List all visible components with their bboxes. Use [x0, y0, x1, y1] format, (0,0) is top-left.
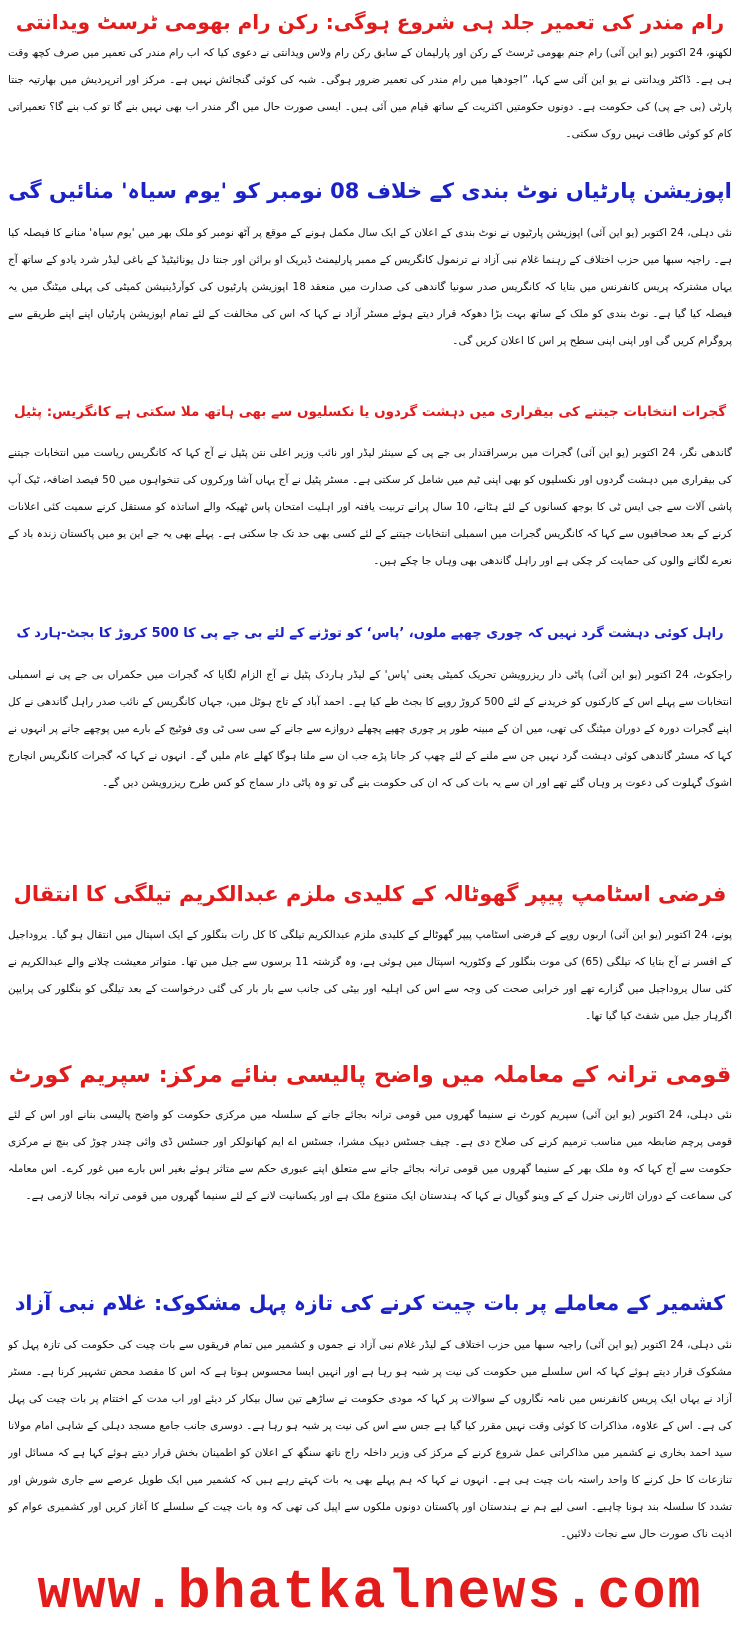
- article-headline: قومی ترانہ کے معاملہ میں واضح پالیسی بنائے مرکز: سپریم کورٹ: [8, 1062, 732, 1088]
- article-opposition-black-day: [8, 162, 732, 368]
- article-body: نئی دہلی، 24 اکتوبر (یو این آئی) سپریم کورٹ نے سنیما گھروں میں قومی ترانہ بجائے جانے کے سلسلہ میں مرکزی حکومت کو واضح پالیسی بنانے اور اس کے لئے قومی پرچم ضابطہ میں مناسب ترمیم کرنے کی صلاح دی ہے۔ چیف جسٹس دیپک مشرا، جسٹس اے ایم کھانولکر اور جسٹس ڈی وائی چندر چوڑ کی بنچ نے مرکزی حکومت سے آج کہا کہ وہ ملک بھر کے سنیما گھروں میں قومی ترانہ بجائے جانے سے متعلق اپنے عبوری حکم سے متاثر ہوئے بغیر اس بارے میں غور کرے۔ اس معاملہ کی سماعت کے دوران اٹارنی جنرل کے کے وینو گوپال نے کہا کہ ہندستان ایک متنوع ملک ہے اور یکسانیت لانے کے لئے سنیما گھروں میں قومی ترانہ بجانا لازمی ہے۔: [8, 1109, 732, 1202]
- article-gujarat-patel: [8, 384, 732, 598]
- article-telgi-death: [8, 866, 732, 1026]
- article-national-anthem: [8, 1048, 732, 1242]
- article-body: گاندھی نگر، 24 اکتوبر (یو این آئی) گجرات میں برسراقتدار بی جے پی کے سینئر لیڈر اور نائب وزیر اعلی نتن پٹیل نے آج کہا کہ کانگریس ریاست میں انتخابات جیتنے کی بیقراری میں دہشت گردوں اور نکسلیوں کو بھی اپنی ٹیم میں شامل کر سکتی ہے۔ مسٹر پٹیل نے آج یہاں آشا ورکروں کی تنخواہوں میں 50 فیصد اضافہ، ٹیک آپ پاشی آلات سے جی ایس ٹی کا بوجھ کسانوں کے لئے ہٹانے، 10 سال پرانے تربیت یافتہ اور اہلیت امتحان پاس ٹھیکہ والے اساتذہ کو مستقل کرنے سمیت کئی اعلانات کرنے کے بعد صحافیوں سے کہا کہ کانگریس گجرات میں اسمبلی انتخابات جیتنے کے لئے کسی بھی حد تک جا سکتی ہے۔ پہلے بھی یہ جے این یو میں پاکستان زندہ باد کے نعرے لگانے والوں کی حمایت کر چکی ہے اور راہل گاندھی بھی وہاں جا چکے ہیں۔: [8, 447, 732, 567]
- article-headline: اپوزیشن پارٹیاں نوٹ بندی کے خلاف 08 نومبر کو 'یوم سیاہ' منائیں گی: [8, 179, 732, 203]
- article-body: راجکوٹ، 24 اکتوبر (یو این آئی) پاٹی دار ریزرویشن تحریک کمیٹی یعنی 'پاس' کے لیڈر ہاردک پٹیل نے آج الزام لگایا کہ گجرات میں حکمراں بی جے پی نے اسمبلی انتخابات سے پہلے اس کے کارکنوں کو خریدنے کے لئے 500 کروڑ روپے کا بجٹ طے کیا ہے۔ احمد آباد کے تاج ہوٹل میں، جہاں کانگریس کے نائب صدر راہل گاندھی نے کل اپنے گجرات دورہ کے دوران میٹنگ کی تھی، میں ان کے مبینہ طور پر چوری چھپے پچھلے دروازے سے جانے کے سی سی ٹی وی فوٹیج کے بارے میں پوچھے جانے پر انہوں نے کہا کہ مسٹر گاندھی کوئی دہشت گرد نہیں جن سے ملنے کے لئے چھپ کر جانا پڑے جب ان سے ملنا ہوگا کھلے عام ملیں گے۔ انہوں نے کہا کہ گجرات کانگریس انچارج اشوک گہلوت کی دعوت پر وہاں گئے تھے اور ان سے یہ بات کی کہ ان کی حکومت بنے گی تو وہ پاٹی دار سماج کو کس طرح ریزرویشن دیں گے۔: [8, 669, 732, 789]
- article-body: نئی دہلی، 24 اکتوبر (یو این آئی) راجیہ سبھا میں حزب اختلاف کے لیڈر غلام نبی آزاد نے جموں و کشمیر میں تمام فریقوں سے بات چیت کی حکومت کی تازہ پہل کو مشکوک قرار دیتے ہوئے کہا کہ اس سلسلے میں حکومت کی نیت پر شبہ ہو رہا ہے اور انہیں ایسا محسوس ہوتا ہے کہ اس کا مقصد محض تشہیر کرنا ہے۔ مسٹر آزاد نے یہاں ایک پریس کانفرنس میں نامہ نگاروں کے سوالات پر کہا کہ مودی حکومت نے ساڑھے تین سال بیکار کر دیئے اور اب مدت کے اختتام پر بات چیت کی پہل کی ہے۔ اس کے علاوہ، مذاکرات کا کوئی وقت نہیں مقرر کیا گیا ہے جس سے اس کی نیت پر شبہ ہو رہا ہے۔ دوسری جانب جامع مسجد دہلی کے شاہی امام مولانا سید احمد بخاری نے کشمیر میں مذاکراتی عمل شروع کرنے کے مرکز کی وزیر داخلہ راج ناتھ سنگھ کے اعلان کو اطمینان بخش قرار دیتے ہوئے کہا ہے کہ مسائل اور تنازعات کا حل کرنے کا واحد راستہ بات چیت ہی ہے۔ انہوں نے کہا کہ ہم پہلے بھی یہ بات کہتے رہے ہیں کہ کشمیر میں ایک طویل عرصے سے جاری شورش اور تشدد کا سلسلہ بند ہونا چاہیے۔ اسی لیے ہم نے ہندستان اور پاکستان دونوں ملکوں سے اپیل کی تھی کہ وہ بات چیت کے سلسلے کا آغاز کریں اور کشمیری عوام کو اذیت ناک صورت حال سے نجات دلائیں۔: [8, 1339, 732, 1540]
- article-headline: کشمیر کے معاملے پر بات چیت کرنے کی تازہ پہل مشکوک: غلام نبی آزاد: [14, 1291, 726, 1315]
- article-hardik-rahul: [8, 606, 732, 798]
- article-body: لکھنو، 24 اکتوبر (یو این آئی) رام جنم بھومی ٹرسٹ کے رکن اور پارلیمان کے سابق رکن رام ولاس ویدانتی نے دعوی کیا کہ اب رام مندر کی تعمیر میں صرف کچھ وقت ہی ہے۔ ڈاکٹر ویدانتی نے یو این آئی سے کہا، ”اجودھیا میں رام مندر کی تعمیر ضرور ہوگی۔ شبہ کی کوئی گنجائش نہیں ہے۔ مرکز اور اترپردیش میں بھارتیہ جنتا پارٹی (بی جے پی) کی حکومت ہے۔ دونوں حکومتیں اکثریت کے ساتھ قیام میں آئی ہیں۔ ایسی صورت حال میں اگر مندر اب بھی نہیں بنے گا تو کب بنے گا؟ تعمیراتی کام کو کوئی طاقت نہیں روک سکتی۔: [8, 47, 732, 140]
- article-ram-mandir: [8, 4, 732, 148]
- article-body: پونے، 24 اکتوبر (یو این آئی) اربوں روپے کے فرضی اسٹامپ پیپر گھوٹالے کے کلیدی ملزم عبدالکریم تیلگی کا کل رات بنگلور کے ایک اسپتال میں انتقال ہو گیا۔ یروداجیل کے افسر نے آج بتایا کہ تیلگی (65) کی موت بنگلور کے وکٹوریہ اسپتال میں ہوئی ہے، وہ گزشتہ 11 برسوں سے جیل میں تھا۔ متواتر معیشت چلانے والے عبدالکریم نے کئی سال یروداجیل میں گزارے تھے اور خرابی صحت کی وجہ سے اس کی اہلیہ اور بیٹی کی جانب سے بار بار کی گئی درخواست کے بعد تیلگی کو بنگلور کی پرایپن اگرہار جیل میں شفٹ کیا گیا تھا۔: [8, 929, 732, 1022]
- site-url-footer: www.bhatkalnews.com: [37, 1561, 703, 1624]
- article-headline: گجرات انتخابات جیتنے کی بیقراری میں دہشت گردوں یا نکسلیوں سے بھی ہاتھ ملا سکتی ہے کانگریس: پٹیل: [13, 404, 727, 420]
- article-body: نئی دہلی، 24 اکتوبر (یو این آئی) اپوزیشن پارٹیوں نے نوٹ بندی کے اعلان کے ایک سال مکمل ہونے کے موقع پر آٹھ نومبر کو ملک بھر میں 'یوم سیاہ' منانے کا فیصلہ کیا ہے۔ راجیہ سبھا میں حزب اختلاف کے رہنما غلام نبی آزاد نے ترنمول کانگریس کے ممبر پارلیمنٹ ڈیریک او برائن اور جنتا دل یونائیٹیڈ کے باغی لیڈر شرد یادو کے ساتھ آج یہاں مشترکہ پریس کانفرنس میں بتایا کہ کانگریس صدر سونیا گاندھی کی صدارت میں منعقد 18 اپوزیشن پارٹیوں کی کوآرڈینیشن کمیٹی کی پہلی میٹنگ میں یہ فیصلہ کیا گیا ہے۔ نوٹ بندی کو ملک کے ساتھ بہت بڑا دھوکہ قرار دیتے ہوئے مسٹر آزاد نے کہا کہ اس کی مخالفت کے لئے تمام اپوزیشن پارٹیاں اپنے اپنے طریقے سے پروگرام کریں گی اور اپنی اپنی سطح پر اس کا اعلان کریں گی۔: [8, 227, 732, 347]
- article-headline: رام مندر کی تعمیر جلد ہی شروع ہوگی: رکن رام بھومی ٹرسٹ ویدانتی: [15, 10, 725, 34]
- article-kashmir-azad: [8, 1274, 732, 1546]
- article-headline: فرضی اسٹامپ پیپر گھوٹالہ کے کلیدی ملزم عبدالکریم تیلگی کا انتقال: [13, 882, 727, 906]
- article-headline: راہل کوئی دہشت گرد نہیں کہ چوری چھپے ملوں، ’پاس‘ کو توڑنے کے لئے بی جے پی کا 500 کروڑ کا بجٹ-ہارد ک: [16, 626, 724, 641]
